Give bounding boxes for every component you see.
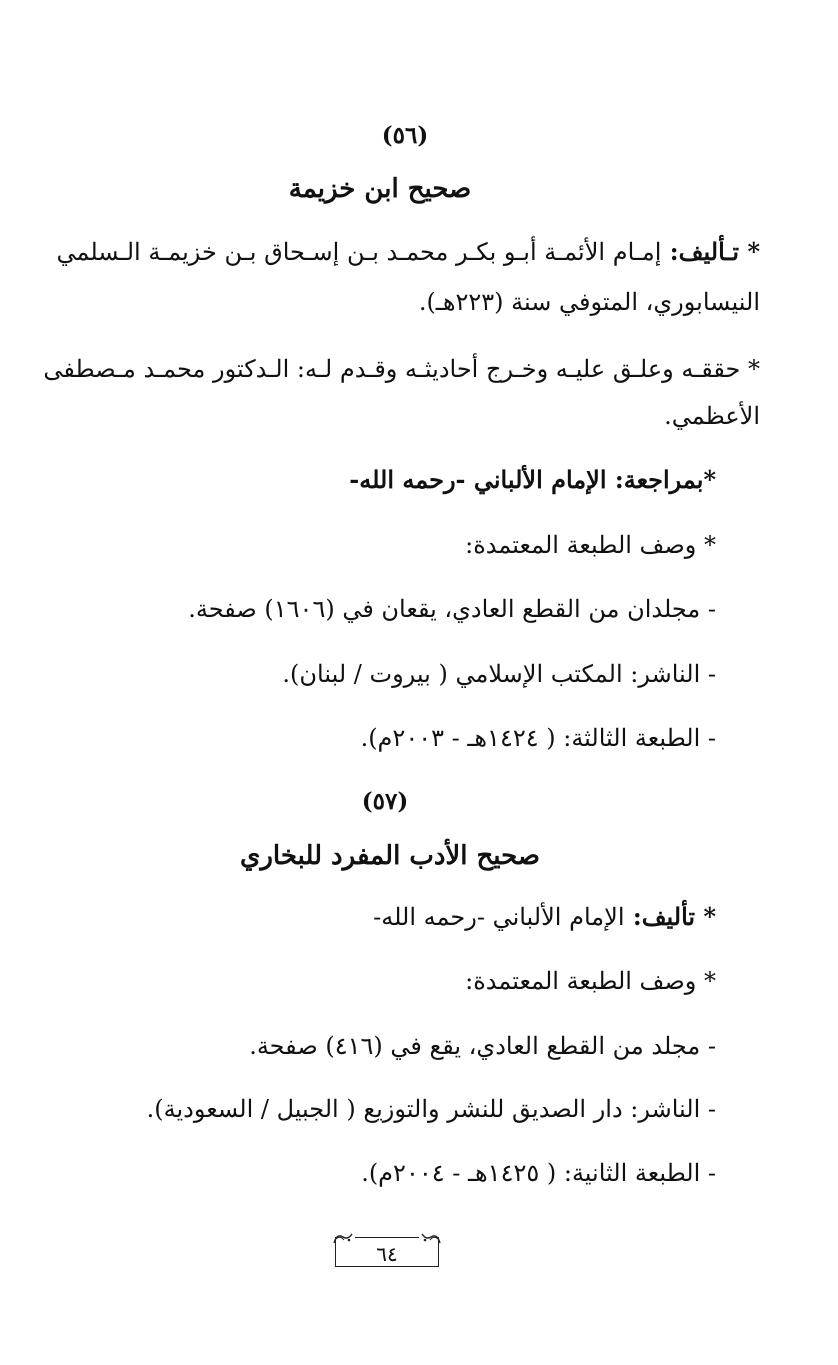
author-label: تأليف: xyxy=(624,902,696,931)
author-text: الإمام الألباني -رحمه الله- xyxy=(373,903,625,931)
page-number-frame xyxy=(333,1231,441,1269)
entry-57-author xyxy=(373,902,716,931)
page-number: ٦٤ xyxy=(376,1242,398,1266)
entry-57-edition-description: * وصف الطبعة المعتمدة: xyxy=(465,967,716,995)
author-label: تـأليف: xyxy=(661,237,740,266)
entry-57-title: صحيح الأدب المفرد للبخاري xyxy=(240,841,540,871)
entry-56-author-line-1 xyxy=(56,237,760,266)
entry-57-edition: - الطبعة الثانية: ( ١٤٢٥هـ - ٢٠٠٤م). xyxy=(361,1159,716,1187)
entry-57-publisher: - الناشر: دار الصديق للنشر والتوزيع ( الجبيل / السعودية). xyxy=(146,1095,716,1123)
entry-56-number: (٥٦) xyxy=(381,122,429,149)
entry-56-review: *بمراجعة: الإمام الألباني -رحمه الله- xyxy=(349,465,716,494)
bullet-star: * xyxy=(739,237,760,266)
entry-57-number: (٥٧) xyxy=(361,788,409,815)
entry-56-edition: - الطبعة الثالثة: ( ١٤٢٤هـ - ٢٠٠٣م). xyxy=(360,724,716,752)
entry-56-author-line-2: النيسابوري، المتوفي سنة (٢٢٣هـ). xyxy=(418,288,760,316)
entry-57-volumes: - مجلد من القطع العادي، يقع في (٤١٦) صفحة. xyxy=(249,1032,716,1060)
frame-top-border xyxy=(355,1237,419,1238)
entry-56-editor-line-2: الأعظمي. xyxy=(664,402,760,430)
bullet-star: * xyxy=(695,902,716,931)
entry-56-edition-description: * وصف الطبعة المعتمدة: xyxy=(465,531,716,559)
entry-56-volumes: - مجلدان من القطع العادي، يقعان في (١٦٠٦) صفحة. xyxy=(188,595,716,623)
author-text: إمـام الأئمـة أبـو بكـر محمـد بـن إسـحاق بـن خزيمـة الـسلمي xyxy=(56,238,662,266)
entry-56-publisher: - الناشر: المكتب الإسلامي ( بيروت / لبنان). xyxy=(282,660,716,688)
entry-56-title: صحيح ابن خزيمة xyxy=(288,174,472,204)
entry-56-editor-line-1: * حققـه وعلـق عليـه وخـرج أحاديثـه وقـدم لـه: الـدكتور محمـد مـصطفى xyxy=(43,355,760,383)
